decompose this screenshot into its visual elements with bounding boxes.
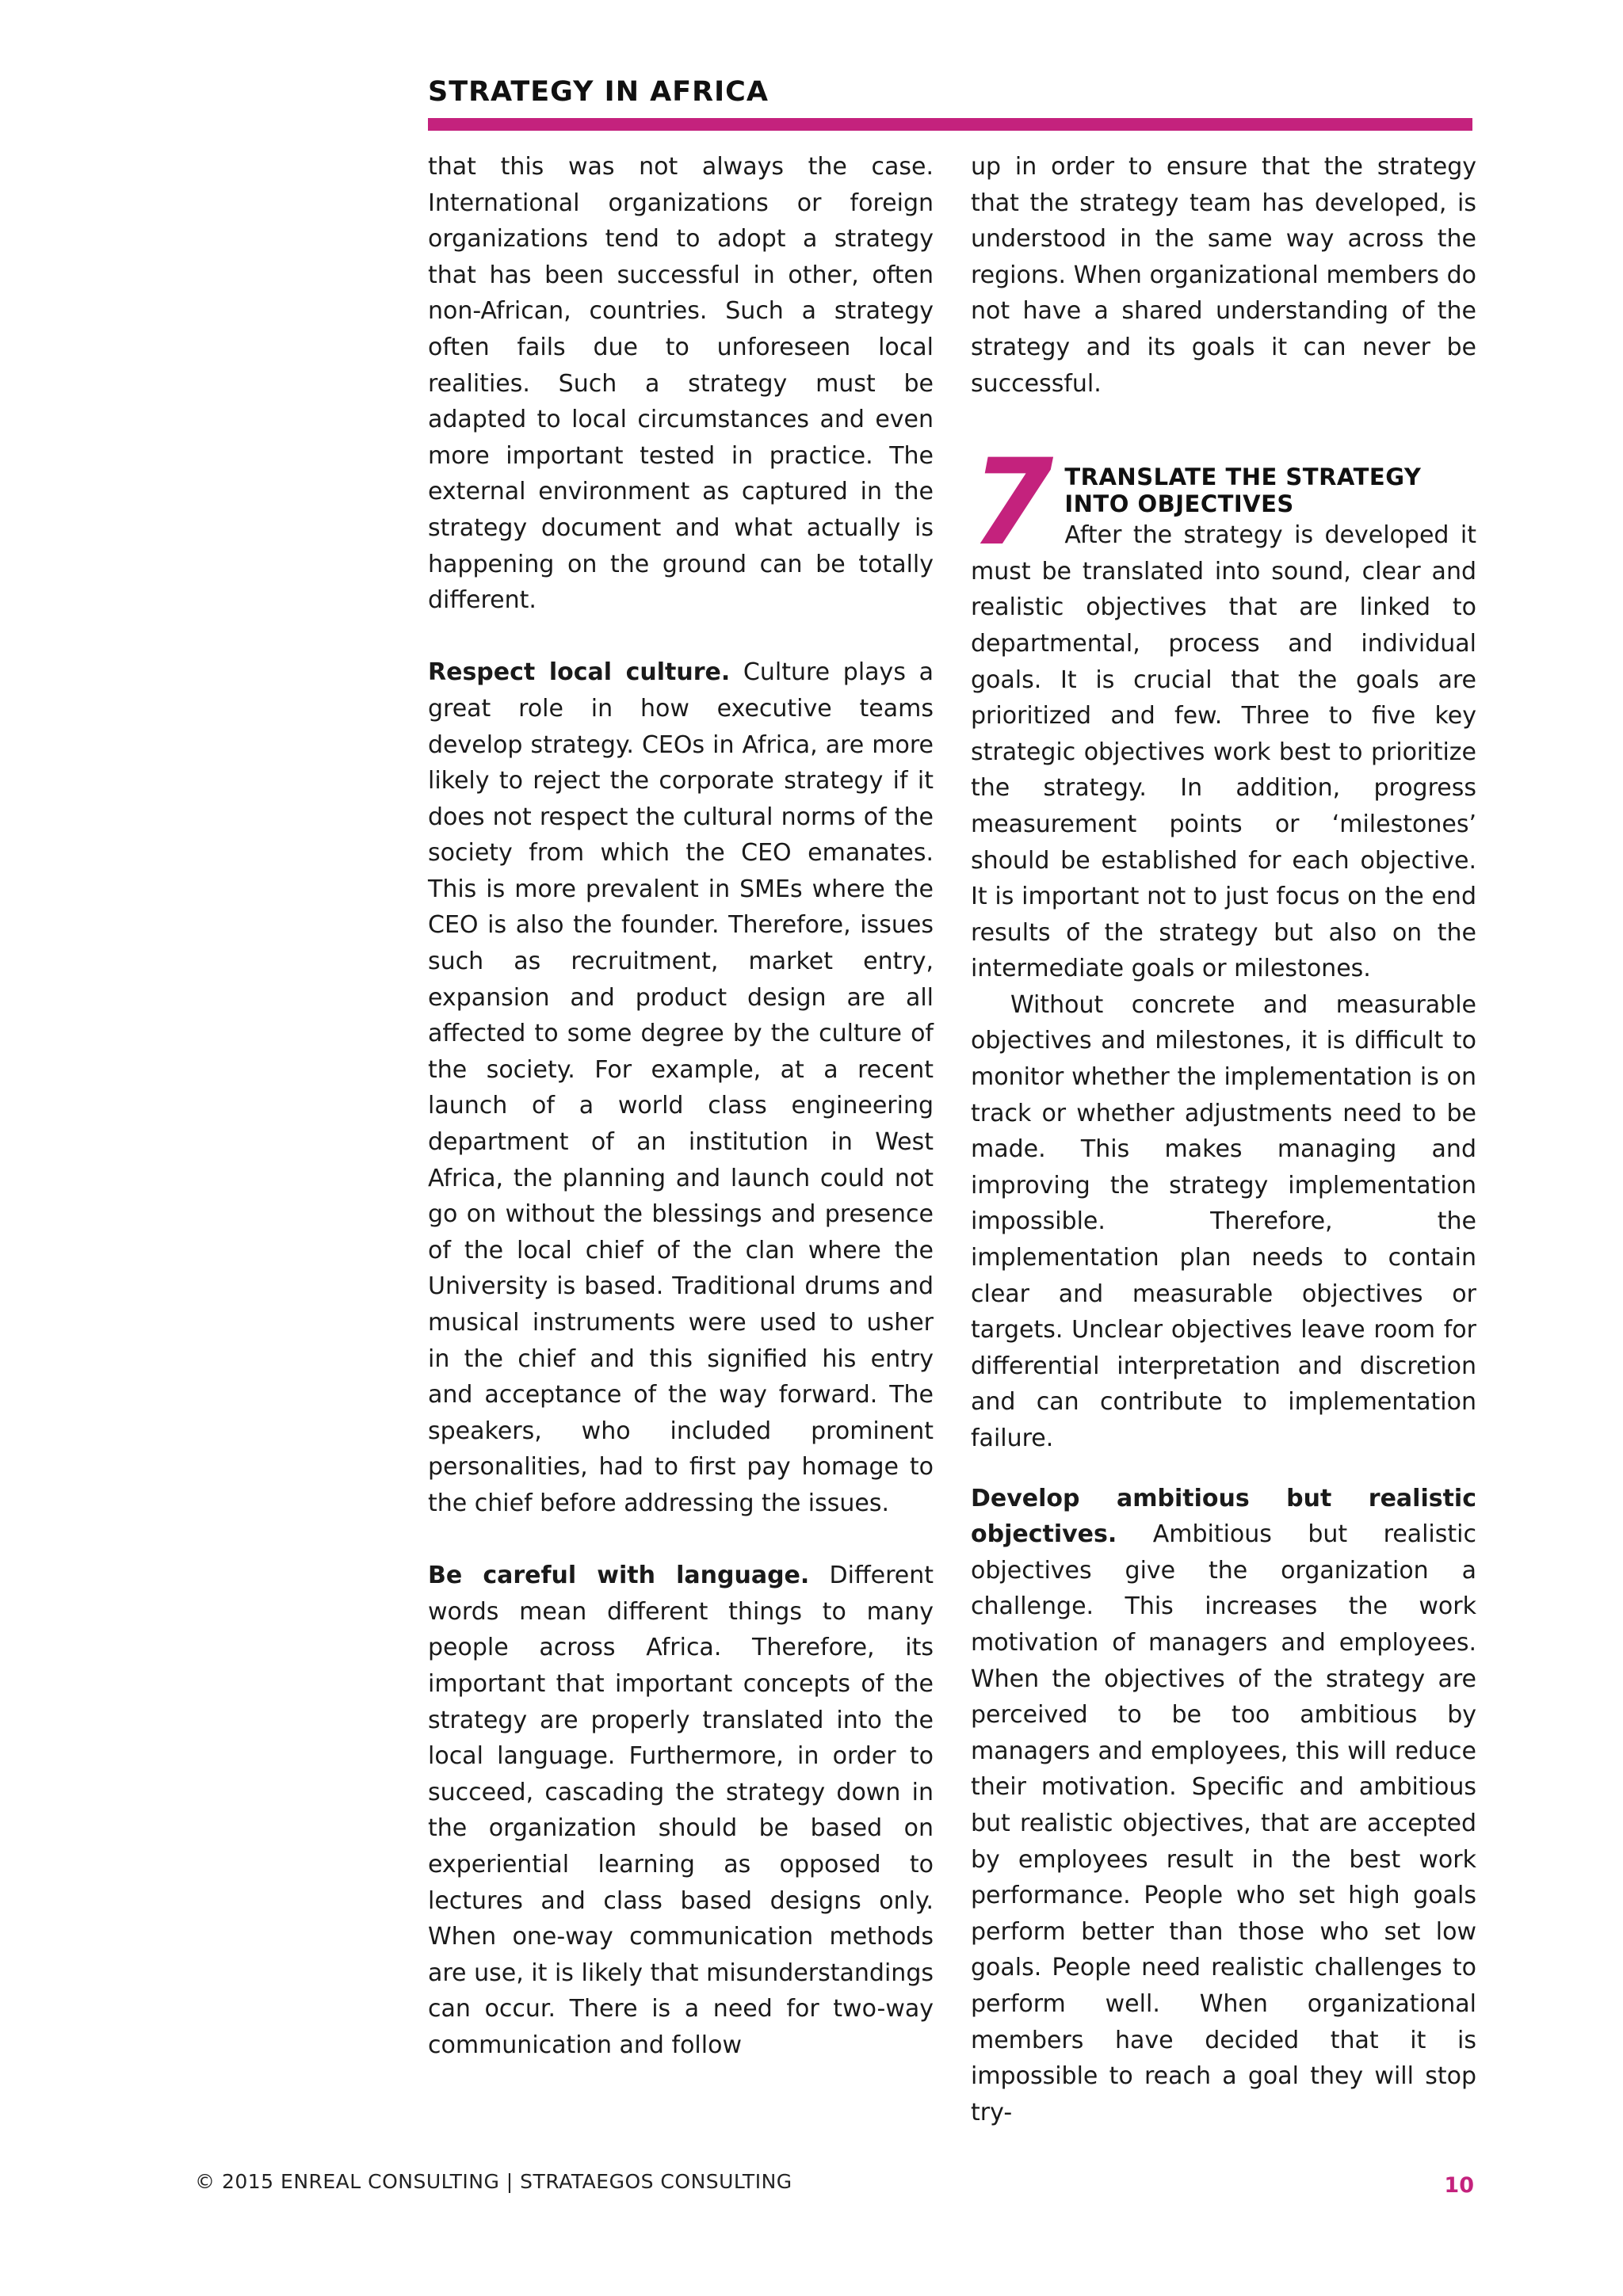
left-paragraph-1: that this was not always the case. International organizations or foreign organizations tend to adopt a strategy that has been successful in other, often non-African, countries. Such a strategy often fails due to unforeseen local realities. Such a strategy must be adapted to local circumstances and even more important tested in practice. The external environment as captured in the strategy document and what actually is happening on the ground can be totally different.: [428, 153, 934, 615]
header-title: STRATEGY IN AFRICA: [428, 76, 769, 108]
ambitious-body: Ambitious but realistic objectives give the organization a challenge. This increases the work motivation of managers and employees. When the objectives of the strategy are perceived to be too ambitious by managers and employees, this will reduce their motivation. Specific and ambitious but realistic objectives, that are accepted by employees result in the best work performance. People who set high goals perform better than those who set low goals. People need realistic challenges to perform well. When organizational members have decided that it is impossible to reach a goal they will stop try-: [971, 1520, 1476, 2126]
section-paragraph-2: Without concrete and measurable objectives and milestones, it is difficult to monitor whether the implementation is on track or whether adjustments need to be made. This makes managing and improving the strategy implementation impossible. Therefore, the implementation plan needs to contain clear and measurable objectives or targets. Unclear objectives leave room for differential interpretation and discretion and can contribute to implementation failure.: [971, 990, 1476, 1452]
left-paragraph-3: [428, 1558, 934, 2063]
section-number: 7: [971, 434, 1054, 573]
ambitious-lead: Develop ambitious but realistic objectives.: [971, 1484, 1476, 1549]
footer-copyright: © 2015 ENREAL CONSULTING | STRATAEGOS CONSULTING: [195, 2170, 792, 2193]
language-body: Different words mean different things to many people across Africa. Therefore, its important that important concepts of the strategy are properly translated into the local language. Furthermore, in order to succeed, cascading the strategy down in the organization should be based on experiential learning as opposed to lectures and class based designs only. When one-way communication methods are use, it is likely that misunderstandings can occur. There is a need for two-way communication and follow: [428, 1562, 934, 2059]
respect-culture-lead: Respect local culture.: [428, 658, 731, 687]
right-column: [971, 149, 1476, 2130]
section-paragraph-1: After the strategy is developed it must be translated into sound, clear and realistic objectives that are linked to departmental, process and individual goals. It is crucial that the goals are prioritized and few. Three to five key strategic objectives work best to prioritize the strategy. In addition, progress measurement points or ‘milestones’ should be established for each objective. It is important not to just focus on the end results of the strategy but also on the intermediate goals or milestones.: [971, 521, 1476, 983]
respect-culture-body: Culture plays a great role in how executive teams develop strategy. CEOs in Africa, are more likely to reject the corporate strategy if it does not respect the cultural norms of the society from which the CEO emanates. This is more prevalent in SMEs where the CEO is also the founder. Therefore, issues such as recruitment, market entry, expansion and product design are all affected to some degree by the culture of the society. For example, at a recent launch of a world class engineering department of an institution in West Africa, the planning and launch could not go on without the blessings and presence of the local chief of the clan where the University is based. Traditional drums and musical instruments were used to usher in the chief and this signified his entry and acceptance of the way forward. The speakers, who included prominent personalities, had to first pay homage to the chief before addressing the issues.: [428, 658, 934, 1517]
right-paragraph-3: [971, 1481, 1476, 2131]
left-paragraph-2: [428, 654, 934, 1521]
right-paragraph-1: up in order to ensure that the strategy that the strategy team has developed, is understood in the same way across the regions. When organizational members do not have a shared understanding of the strategy and its goals it can never be successful.: [971, 153, 1476, 398]
page-number: 10: [1444, 2173, 1474, 2198]
left-column: [428, 149, 934, 2063]
language-lead: Be careful with language.: [428, 1562, 810, 1590]
header-rule: [428, 118, 1472, 131]
section-heading: TRANSLATE THE STRATEGY INTO OBJECTIVES: [1064, 463, 1422, 518]
section-7: [971, 434, 1476, 1456]
